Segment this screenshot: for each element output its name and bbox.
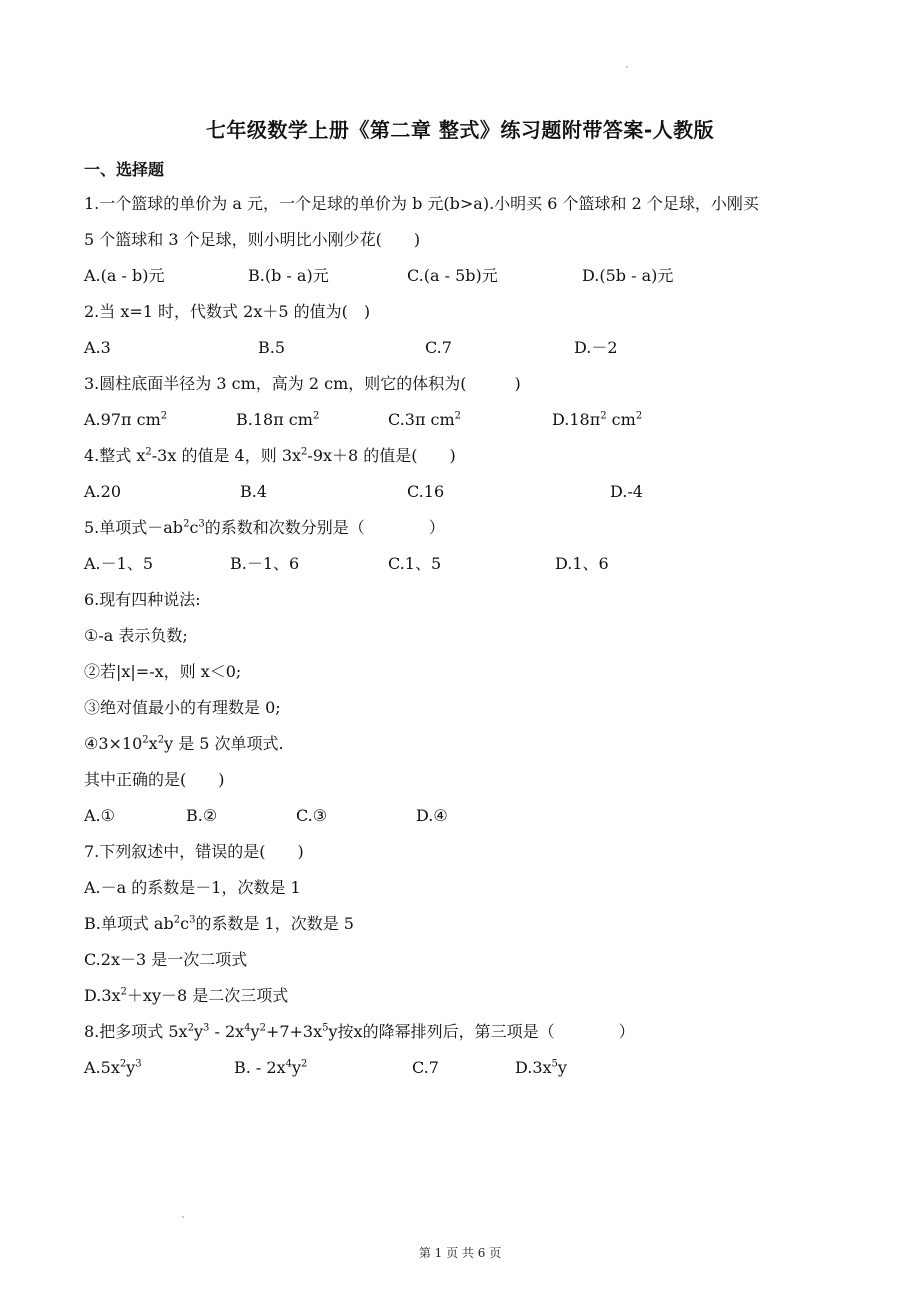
q6-option-b: B.②	[186, 806, 218, 825]
question-7: 7.下列叙述中，错误的是( )	[84, 842, 304, 861]
q2-option-b: B.5	[258, 338, 286, 357]
q7-option-a: A.－a 的系数是－1，次数是 1	[84, 878, 301, 897]
q6-statement-3: ③绝对值最小的有理数是 0;	[84, 698, 281, 717]
q6-option-c: C.③	[296, 806, 328, 825]
q8-option-c: C.7	[412, 1058, 439, 1077]
q1-option-d: D.(5b - a)元	[582, 266, 674, 285]
q2-option-d: D.－2	[574, 338, 618, 357]
q3-option-c: C.3π $cm^2$	[388, 410, 462, 429]
question-1-line-1: 1.一个篮球的单价为 a 元，一个足球的单价为 b 元(b>a).小明买 6 个篮球和 2 个足球，小刚买	[84, 194, 759, 213]
q1-option-b: B.(b - a)元	[248, 266, 329, 285]
q8-option-a: $A.5x^2y^3$	[84, 1058, 142, 1077]
q6-statement-2: ②若|x|=-x，则 x＜0;	[84, 662, 242, 681]
q3-option-b: B.18π $cm^2$	[236, 410, 320, 429]
q6-option-d: D.④	[416, 806, 448, 825]
q6-statement-1: ①-a 表示负数;	[84, 626, 188, 645]
q7-option-c: C.2x－3 是一次二项式	[84, 950, 248, 969]
q3-option-d: $D.18\pi^2$ $cm^2$	[552, 410, 643, 429]
q8-option-b: B. - $2x^4y^2$	[234, 1058, 308, 1077]
question-2: 2.当 x=1 时，代数式 2x＋5 的值为( )	[84, 302, 371, 321]
q3-option-a: A.97π $cm^2$	[84, 410, 168, 429]
question-4: 4.整式 $x^2-3x$ 的值是 4，则 $3x^2-9x+8$ 的值是( )	[84, 446, 456, 465]
q1-option-c: C.(a - 5b)元	[407, 266, 498, 285]
q2-option-c: C.7	[425, 338, 452, 357]
q4-option-c: C.16	[407, 482, 445, 501]
q1-option-a: A.(a - b)元	[84, 266, 165, 285]
section-heading: 一、选择题	[84, 160, 165, 179]
q4-option-b: B.4	[240, 482, 268, 501]
q6-option-a: A.①	[84, 806, 115, 825]
q4-option-d: D.-4	[610, 482, 643, 501]
page-title: 七年级数学上册《第二章 整式》练习题附带答案-人教版	[205, 118, 715, 142]
q5-option-d: D.1、6	[555, 554, 609, 573]
q6-prompt: 其中正确的是( )	[84, 770, 225, 789]
q7-option-b: B.单项式 $ab^2c^3$的系数是 1，次数是 5	[84, 914, 354, 933]
question-5: 5.单项式$-ab^2c^3$的系数和次数分别是（ ）	[84, 518, 445, 537]
q2-option-a: A.3	[84, 338, 111, 357]
q6-statement-4: $④3\times 10^2x^2y$ 是 5 次单项式.	[84, 734, 284, 753]
q4-option-a: A.20	[84, 482, 121, 501]
question-3: 3.圆柱底面半径为 3 cm，高为 2 cm，则它的体积为( )	[84, 374, 521, 393]
question-8: 8.把多项式 $5x^2y^3 - 2x^4y^2+7+3x^5y$按x的降幂排列后，第三项是（ ）	[84, 1022, 635, 1041]
q5-option-a: A.－1、5	[84, 554, 154, 573]
q7-option-d: $D.3x^2+xy-8$ 是二次三项式	[84, 986, 289, 1005]
q5-option-c: C.1、5	[388, 554, 442, 573]
q8-option-d: $D.3x^5y$	[515, 1058, 567, 1077]
scan-dot	[182, 1216, 184, 1218]
scan-dot	[626, 66, 628, 68]
q5-option-b: B.－1、6	[230, 554, 300, 573]
question-6: 6.现有四种说法:	[84, 590, 201, 609]
page-footer: 第 1 页 共 6 页	[418, 1246, 502, 1260]
question-1-line-2: 5 个篮球和 3 个足球，则小明比小刚少花( )	[84, 230, 421, 249]
